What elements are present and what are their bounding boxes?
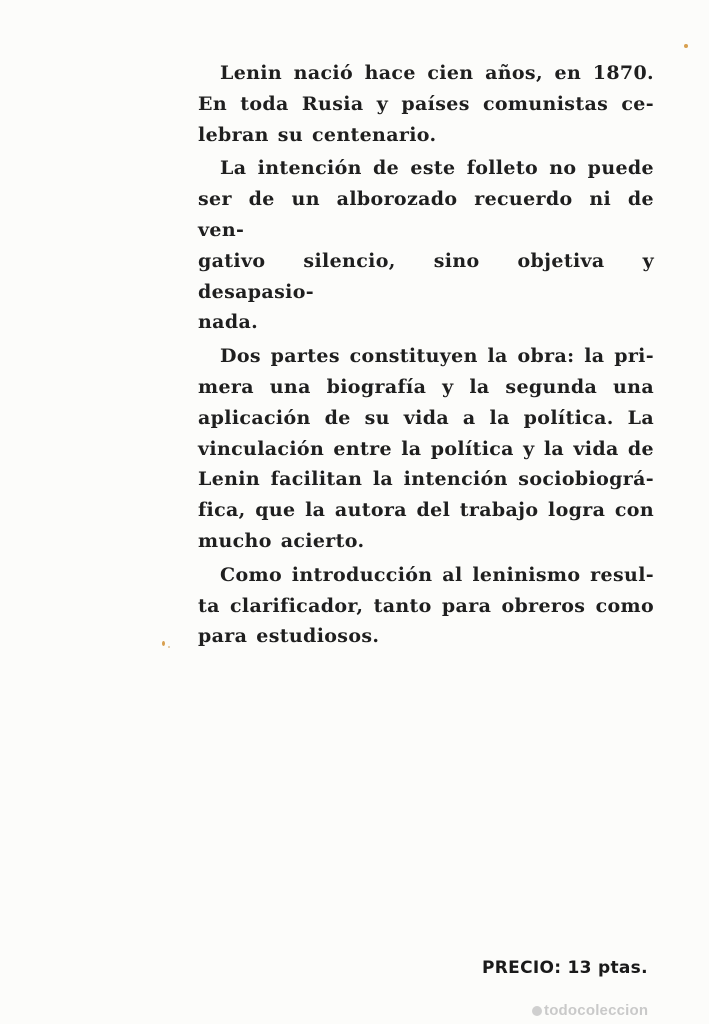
text-line: para estudiosos.	[198, 625, 380, 648]
text-line: Como introducción al leninismo resul-	[220, 563, 654, 586]
text-line: Lenin nació hace cien años, en 1870.	[220, 62, 654, 84]
text-line: mucho acierto.	[198, 529, 365, 552]
text-line: mera una biografía y la segunda una	[198, 375, 654, 398]
paragraph-2	[198, 153, 654, 338]
watermark-logo-icon	[532, 1006, 542, 1016]
paragraph-4	[198, 560, 654, 652]
text-line: La intención de este folleto no puede	[220, 157, 654, 180]
price-label: PRECIO: 13 ptas.	[482, 958, 648, 978]
text-line: fica, que la autora del trabajo logra con	[198, 499, 654, 522]
text-line: ta clarificador, tanto para obreros como	[198, 594, 654, 617]
text-line: ser de un alborozado recuerdo ni de ven-	[198, 188, 654, 241]
paragraph-1	[198, 58, 654, 150]
paper-speck	[162, 641, 165, 646]
text-line: vinculación entre la política y la vida de	[198, 437, 654, 460]
text-line: Dos partes constituyen la obra: la pri-	[220, 345, 654, 368]
paper-speck	[168, 646, 170, 648]
watermark-text: todocoleccion	[544, 1002, 649, 1019]
text-line: nada.	[198, 311, 259, 334]
paragraph-3	[198, 341, 654, 557]
text-line: gativo silencio, sino objetiva y desapasio-	[198, 249, 654, 303]
text-line: En toda Rusia y países comunistas ce-	[198, 92, 654, 115]
text-line: lebran su centenario.	[198, 123, 437, 146]
watermark	[532, 1002, 648, 1019]
text-line: aplicación de su vida a la política. La	[198, 406, 654, 429]
paper-speck	[684, 44, 688, 48]
blurb-text	[198, 58, 654, 655]
text-line: Lenin facilitan la intención sociobiográ-	[198, 468, 654, 491]
